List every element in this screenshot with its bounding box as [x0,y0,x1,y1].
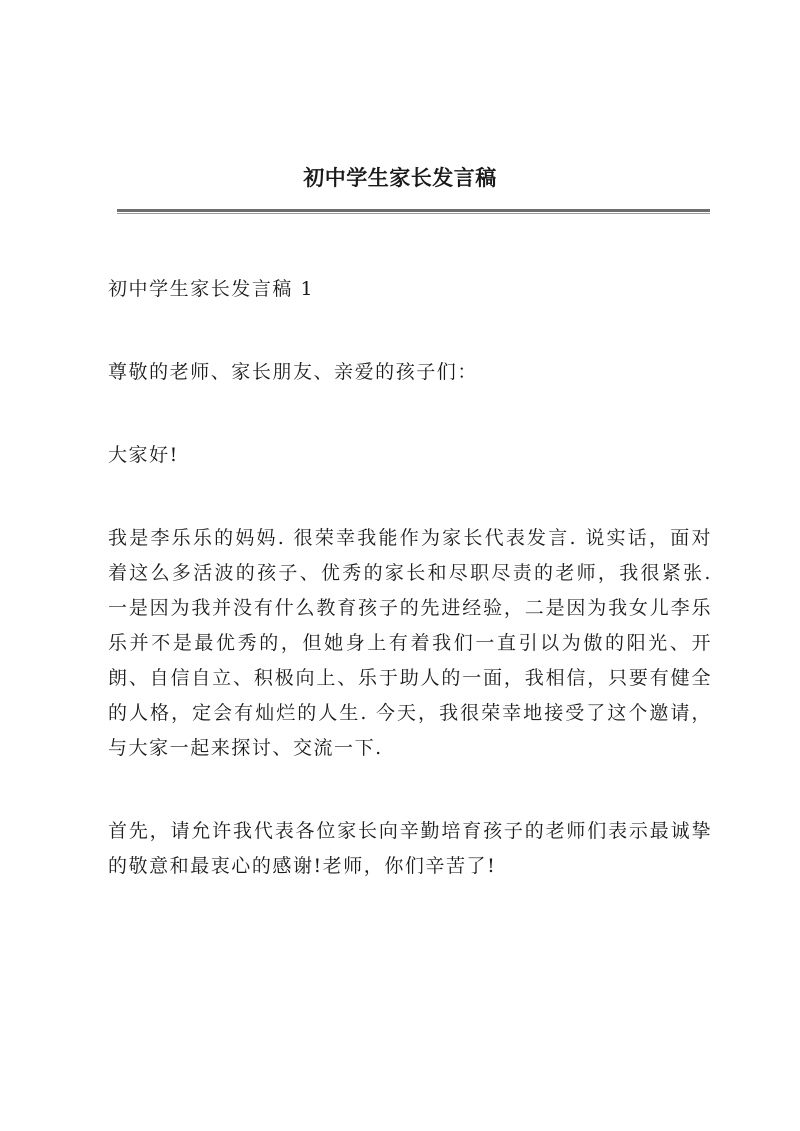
body-paragraph: 首先，请允许我代表各位家长向辛勤培育孩子的老师们表示最诚挚的敬意和最衷心的感谢!老师，你们辛苦了! [108,820,712,877]
greeting: 大家好! [108,444,179,466]
section-heading: 初中学生家长发言稿 1 [108,278,315,300]
document-body [108,272,712,884]
title-divider-thin [117,213,710,214]
salutation: 尊敬的老师、家长朋友、亲爱的孩子们： [108,361,478,383]
page-title: 初中学生家长发言稿 [303,165,497,190]
body-paragraph: 我是李乐乐的妈妈. 很荣幸我能作为家长代表发言. 说实话，面对着这么多活波的孩子、优秀的家长和尽职尽责的老师，我很紧张. 一是因为我并没有什么教育孩子的先进经验，二是因为我女儿李乐乐并不是最优秀的，但她身上有着我们一直引以为傲的阳光、开朗、自信自立、积极向上、乐于助人的一面，我相信，只要有健全的人格，定会有灿烂的人生. 今天，我很荣幸地接受了这个邀请，与大家一起来探讨、交流一下. [108,527,712,759]
title-divider [117,209,710,212]
